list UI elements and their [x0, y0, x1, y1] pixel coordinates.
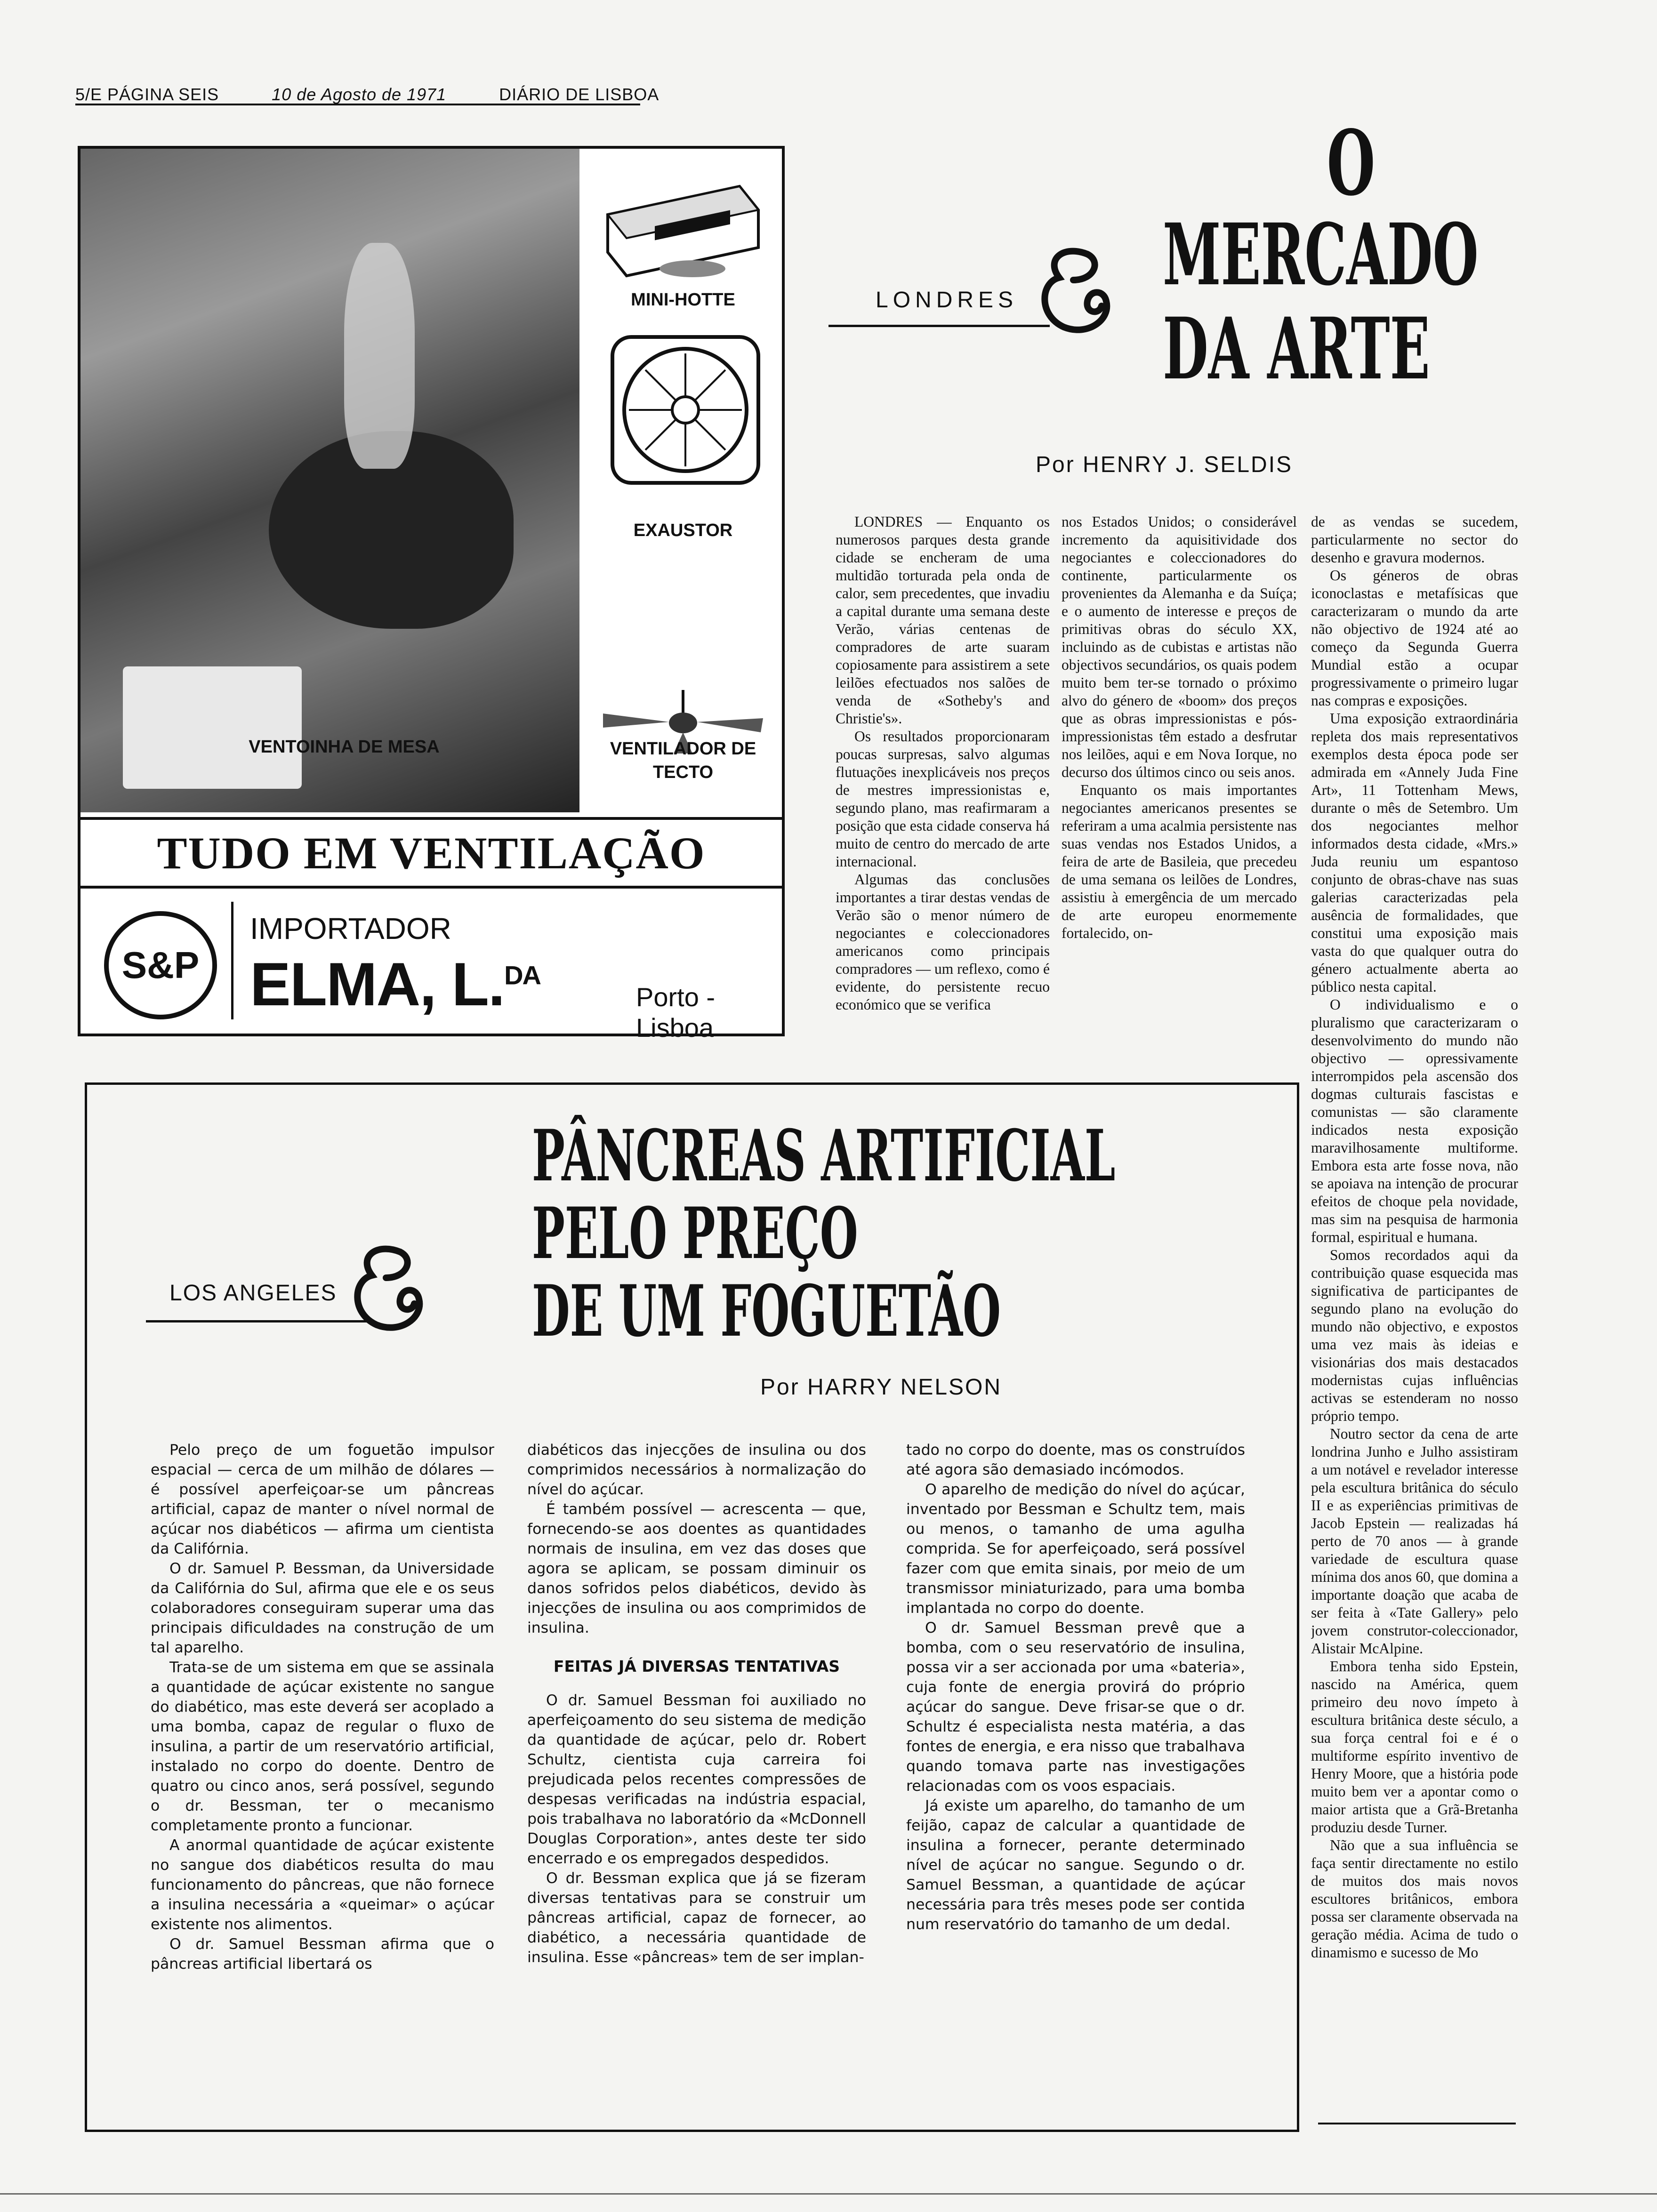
ad-logo-divider — [231, 902, 233, 1019]
paragraph: É também possível — acrescenta — que, fornecendo-se aos doentes as quantidades normais de insulina, em vez das doses que agora se aplicam, se possam diminuir os danos sofridos pelos diabéticos, devido às injecções de insulina ou aos comprimidos de insulina. — [527, 1501, 866, 1636]
newspaper-name: DIÁRIO DE LISBOA — [499, 85, 660, 104]
paragraph: Algumas das conclusões importantes a tirar destas vendas de Verão são o menor número de negociantes e coleccionadores americanos como principais compradores — um reflexo, como é evidente, do persistente recuo económico que se verifica — [836, 871, 1050, 1013]
article2-title-line-1: PÂNCREAS ARTIFICIAL — [532, 1114, 1116, 1197]
exaustor-icon — [608, 332, 763, 492]
header-rule — [75, 104, 640, 105]
article2-column-3 — [906, 1440, 1245, 2108]
article2-city-rule — [146, 1320, 367, 1322]
company-suffix: DA — [504, 960, 540, 990]
paragraph: Enquanto os mais importantes negociantes americanos presentes se referiram a uma acalmia persistente nas suas vendas nos Estados Unidos, a feira de arte de Basileia, que precedeu de uma semana os leilões de Londres, assistiu à emergência de um mercado de arte europeu enormemente fortalecido, on- — [1062, 782, 1297, 941]
product-ventoinha-de-mesa: VENTOINHA DE MESA — [249, 737, 440, 757]
product-exaustor: EXAUSTOR — [633, 521, 733, 540]
paragraph: O dr. Samuel Bessman prevê que a bomba, com o seu reservatório de insulina, possa vir a ser accionada por uma «bateria», cuja fonte de energia provirá do próprio açúcar do sangue. Deve frisar-se que o dr. Schultz é especialista nesta matéria, a das fontes de energia, e era nisso que trabalhava quando tomava parte nas investigações relacionadas com os voos espaciais. — [906, 1619, 1245, 1795]
article1-city: LONDRES — [876, 288, 1018, 313]
article2-title-line-3: DE UM FOGUETÃO — [532, 1270, 1001, 1353]
paragraph: Trata-se de um sistema em que se assinala a quantidade de açúcar existente no sangue do diabético, mas este deverá ser acoplado a uma bomba, capaz de regular o fluxo de insulina, a partir de um reservatório artificial, instalado no corpo do doente. Dentro de quatro ou cinco anos, será possível, segundo o dr. Bessman, ter o mecanismo completamente pronto a funcionar. — [151, 1659, 494, 1834]
page-date: 10 de Agosto de 1971 — [272, 85, 447, 104]
article1-column-2 — [1062, 513, 1297, 1050]
article2-column-2 — [527, 1440, 866, 2108]
article2-subhead: FEITAS JÁ DIVERSAS TENTATIVAS — [553, 1657, 840, 1675]
article1-title-line-3: DA ARTE — [1163, 299, 1430, 399]
paragraph: O aparelho de medição do nível do açúcar, inventado por Bessman e Schultz tem, mais ou menos, o tamanho de uma agulha comprida. Se for aperfeiçoado, será possível fazer com que emita sinais, por meio de um transmissor miniaturizado, para uma bomba implantada no corpo do doente. — [906, 1481, 1245, 1617]
page-header — [75, 85, 659, 104]
paragraph: Noutro sector da cena de arte londrina Junho e Julho assistiram a um notável e revelador interesse pela escultura britânica do século II e as experiências primitivas de Jacob Epstein — realizadas há perto de 70 anos — à grande variedade de escultura quase mínima dos anos 60, que domina a importante doação que acaba de ser feita à «Tate Gallery» pelo jovem construtor-coleccionador, Alistair McAlpine. — [1311, 1426, 1518, 1657]
paragraph: Não que a sua influência se faça sentir directamente no estilo de muitos dos mais novos escultores britânicos, embora possa ser claramente observada na geração média. Acima de tudo o dinamismo e sucesso de Mo — [1311, 1837, 1518, 1961]
paragraph: Já existe um aparelho, do tamanho de um feijão, capaz de calcular a quantidade de insulina a fornecer, perante determinado nível de açúcar no sangue. Segundo o dr. Samuel Bessman, a quantidade de açúcar necessária para três meses pode ser contida num reservatório do tamanho de um dedal. — [906, 1797, 1245, 1933]
article1-city-rule — [828, 325, 1050, 327]
paragraph: Somos recordados aqui da contribuição quase esquecida mas significativa de participantes de segundo plano na evolução do mundo não objectivo, e expostos uma vez mais às ideias e visionárias dos mais destacados modernistas cujas influências activas se estenderam no nosso próprio tempo. — [1311, 1247, 1518, 1424]
article1-end-rule — [1318, 2123, 1516, 2124]
company-name — [250, 949, 540, 1019]
article2-column-1 — [151, 1440, 494, 2108]
page-bottom-rule — [0, 2193, 1657, 2195]
paragraph: nos Estados Unidos; o considerável incremento da aquisitividade dos negociantes e coleccionadores do continente, particularmente os provenientes da Alemanha e da Suíça; e o aumento de interesse e preços de primitivas obras do século XX, incluindo as de cubistas e artistas não objectivos secundários, os quais podem muito bem ter-se tornado o próximo alvo do género de «boom» dos preços que as obras impressionistas e pós-impressionistas têm estado a desfrutar nos leilões, aqui e em Nova Iorque, no decurso dos últimos cinco ou seis anos. — [1062, 513, 1297, 780]
product-mini-hotte: MINI-HOTTE — [631, 290, 735, 310]
ad-photo-figure — [344, 243, 415, 469]
paragraph: tado no corpo do doente, mas os construídos até agora são demasiado incómodos. — [906, 1442, 1245, 1478]
paragraph: A anormal quantidade de açúcar existente no sangue dos diabéticos resulta do mau funcionamento do pâncreas, que não fornece a insulina necessária a «queimar» o açúcar existente nos alimentos. — [151, 1837, 494, 1933]
ampersand-icon — [348, 1242, 428, 1337]
company-name-text: ELMA, L. — [250, 950, 505, 1018]
importer-label: IMPORTADOR — [250, 912, 451, 946]
paragraph: Embora tenha sido Epstein, nascido na América, quem primeiro deu novo ímpeto à escultura britânica deste século, a sua força central foi e é o multiforme espírito inventivo de Henry Moore, que a história pode muito bem ver a apontar como o maior artista que a Grã-Bretanha produziu desde Turner. — [1311, 1658, 1518, 1835]
paragraph: Pelo preço de um foguetão impulsor espacial — cerca de um milhão de dólares — é possível aperfeiçoar-se um pâncreas artificial, capaz de manter o nível normal de açúcar nos diabéticos — afirma um cientista da Califórnia. — [151, 1442, 494, 1557]
paragraph: Os géneros de obras iconoclastas e metafísicas que caracterizaram o mundo da arte não objectivo de 1924 até ao começo da Segunda Guerra Mundial estão a ocupar progressivamente o primeiro lugar nas compras e exposições. — [1311, 567, 1518, 709]
article2-city: LOS ANGELES — [169, 1281, 337, 1306]
company-cities: Porto - Lisboa — [636, 982, 716, 1042]
ventilation-advertisement — [78, 146, 785, 1042]
article1-title-line-1: O — [1327, 111, 1375, 216]
ad-photo-table-fan — [123, 666, 302, 789]
article1-column-3 — [1311, 513, 1518, 2123]
article2-title-line-2: PELO PREÇO — [532, 1192, 858, 1275]
paragraph: LONDRES — Enquanto os numerosos parques desta grande cidade se encheram de uma multidão torturada pela onda de calor, sem precedentes, que invadiu a capital durante uma semana deste Verão, várias centenas de compradores de arte suaram copiosamente para assistirem a sete leilões efectuados nos salões de venda de «Sotheby's and Christie's». — [836, 513, 1050, 727]
paragraph: Uma exposição extraordinária repleta dos mais representativos exemplos desta época pode ser admirada em «Annely Juda Fine Art», 11 Tottenham Mews, durante o mês de Setembro. Um dos negociantes melhor informados desta cidade, «Mrs.» Juda reuniu um espantoso conjunto de obras-chave nas suas galerias caracterizadas pela ausência de formalidades, que constitui uma exposição mais vasta do que qualquer outra do género actualmente aberta ao público nesta capital. — [1311, 710, 1518, 995]
product-ventilador-de-tecto: VENTILADOR DE TECTO — [610, 739, 756, 782]
paragraph: O dr. Bessman explica que já se fizeram diversas tentativas para se construir um pâncreas artificial, capaz de fornecer, ao diabético, a necessária quantidade de insulina. Esse «pâncreas» tem de ser implan- — [527, 1870, 866, 1966]
mini-hotte-icon — [598, 177, 768, 295]
page-section: 5/E PÁGINA SEIS — [75, 85, 219, 104]
article2-byline: Por HARRY NELSON — [760, 1375, 1002, 1400]
paragraph: O dr. Samuel Bessman foi auxiliado no aperfeiçoamento do seu sistema de medição da quantidade de açúcar, pelo dr. Robert Schultz, cientista cuja carreira foi prejudicada pelos recentes compressões de despesas verificadas na indústria espacial, pois trabalhava no laboratório da «McDonnell Douglas Corporation», antes deste ter sido encerrado e os empregados despedidos. — [527, 1692, 866, 1867]
paragraph: O dr. Samuel Bessman afirma que o pâncreas artificial libertará os — [151, 1936, 494, 1972]
ad-photo — [80, 149, 579, 812]
article1-byline: Por HENRY J. SELDIS — [1036, 452, 1293, 477]
paragraph: de as vendas se sucedem, particularmente no sector do desenho e gravura modernos. — [1311, 513, 1518, 566]
ad-headline: TUDO EM VENTILAÇÃO — [80, 817, 782, 889]
paragraph: diabéticos das injecções de insulina ou dos comprimidos necessários à normalização do nível do açúcar. — [527, 1442, 866, 1498]
paragraph: Os resultados proporcionaram poucas surpresas, salvo algumas flutuações inexplicáveis nos preços de mestres impressionistas e, segundo plano, mas reafirmaram a posição que esta cidade conserva há muito de centro do mercado de arte internacional. — [836, 728, 1050, 870]
article1-title-line-2: MERCADO — [1163, 205, 1479, 305]
sp-logo: S&P — [104, 911, 217, 1019]
article1-column-1 — [836, 513, 1050, 1050]
ampersand-icon — [1036, 245, 1116, 339]
paragraph: O dr. Samuel P. Bessman, da Universidade da Califórnia do Sul, afirma que ele e os seus colaboradores conseguiram superar uma das principais dificuldades na construção de um tal aparelho. — [151, 1560, 494, 1656]
paragraph: O individualismo e o pluralismo que caracterizaram o desenvolvimento do mundo não objectivo — opressivamente interrompidos pela ascensão dos dogmas culturais fascistas e comunistas — são claramente indicados nesta exposição maravilhosamente multiforme. Embora esta arte fosse nova, não se apoiava na intenção de procurar efeitos de choque pela novidade, mas sim na pesquisa de harmonia formal, espiritual e humana. — [1311, 996, 1518, 1245]
